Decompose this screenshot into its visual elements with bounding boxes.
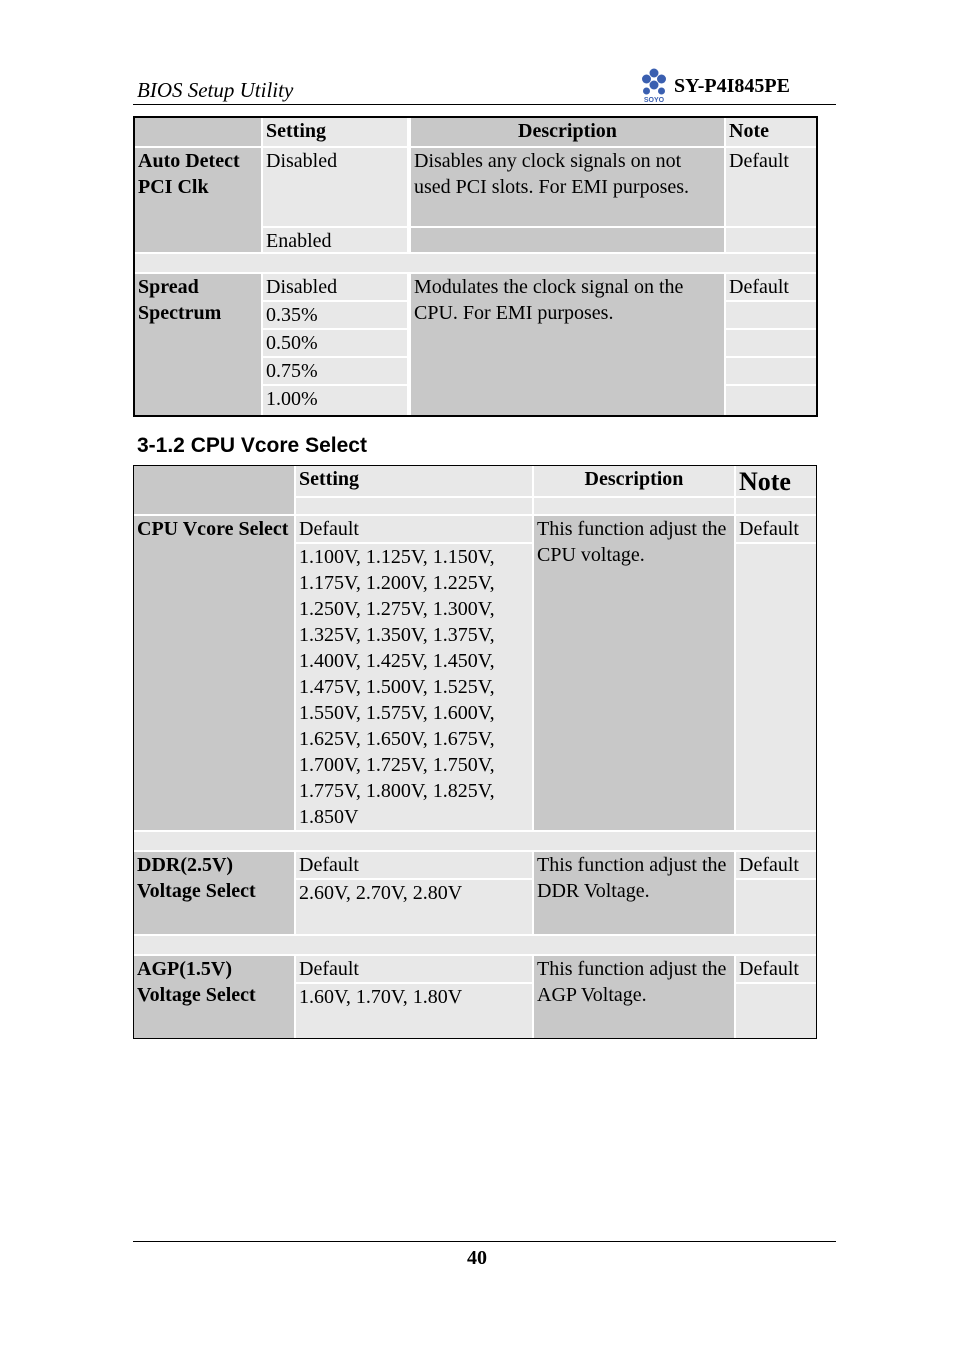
note-auto-detect: Default [726,148,816,226]
setting-050: 0.50% [263,330,407,356]
setting-default: Default [296,852,532,878]
description-auto-detect: Disables any clock signals on not used PCI slots. For EMI purposes. [411,148,724,226]
note-blank [736,984,816,1038]
note-spread-spectrum: Default [726,274,816,300]
header-rule [133,104,836,105]
setting-vcore-values: 1.100V, 1.125V, 1.150V, 1.175V, 1.200V, 1.225V, 1.250V, 1.275V, 1.300V, 1.325V, 1.350V, 1.375V, 1.400V, 1.425V, 1.450V, 1.475V, 1.500V, 1.525V, 1.550V, 1.575V, 1.600V, 1.625V, 1.650V, 1.675V, 1.700V, 1.725V, 1.750V, 1.775V, 1.800V, 1.825V, 1.850V [296,544,532,830]
spacer-row [134,936,816,954]
setting-075: 0.75% [263,358,407,384]
header-setting: Setting [296,466,532,496]
footer-rule [133,1241,836,1242]
spacer-row [135,254,816,272]
model-name: SY-P4I845PE [674,74,790,97]
table-header-blank [135,118,261,146]
description-ddr-voltage: This function adjust the DDR Voltage. [534,852,734,934]
setting-default: Default [296,516,532,542]
row-label-spread-spectrum: Spread Spectrum [135,274,261,415]
note-blank [736,880,816,934]
setting-disabled: Disabled [263,148,407,226]
header-spacer [534,498,734,514]
description-blank [411,228,724,252]
page-number: 40 [467,1247,487,1269]
table-pci-spread [133,116,818,417]
note-ddr-voltage: Default [736,852,816,878]
note-blank [736,544,816,830]
description-agp-voltage: This function adjust the AGP Voltage. [534,956,734,1038]
note-blank [726,228,816,252]
note-blank [726,330,816,356]
row-label-cpu-vcore: CPU Vcore Select [134,516,294,830]
row-label-auto-detect: Auto Detect PCI Clk [135,148,261,252]
header-title: BIOS Setup Utility [137,78,294,102]
note-blank [726,358,816,384]
header-note: Note [736,466,816,496]
header-spacer [736,498,816,514]
setting-default: Default [296,956,532,982]
header-setting: Setting [263,118,407,146]
soyo-logo-icon [638,68,670,104]
header-brand [638,68,790,104]
setting-ddr-values: 2.60V, 2.70V, 2.80V [296,880,532,934]
setting-disabled: Disabled [263,274,407,300]
header-description: Description [534,466,734,496]
note-cpu-vcore: Default [736,516,816,542]
note-blank [726,302,816,328]
section-title: 3-1.2 CPU Vcore Select [137,434,367,457]
setting-agp-values: 1.60V, 1.70V, 1.80V [296,984,532,1038]
note-agp-voltage: Default [736,956,816,982]
header-note: Note [726,118,816,146]
spacer-row [134,832,816,850]
row-label-agp-voltage: AGP(1.5V) Voltage Select [134,956,294,1038]
table-header-blank [134,466,294,514]
setting-100: 1.00% [263,386,407,415]
setting-035: 0.35% [263,302,407,328]
row-label-ddr-voltage: DDR(2.5V) Voltage Select [134,852,294,934]
table-voltage-select [133,465,817,1039]
header-spacer [296,498,532,514]
description-spread-spectrum: Modulates the clock signal on the CPU. For EMI purposes. [411,274,724,415]
setting-enabled: Enabled [263,228,407,252]
description-cpu-vcore: This function adjust the CPU voltage. [534,516,734,830]
header-description: Description [411,118,724,146]
note-blank [726,386,816,415]
svg-text:SOYO: SOYO [643,97,665,104]
